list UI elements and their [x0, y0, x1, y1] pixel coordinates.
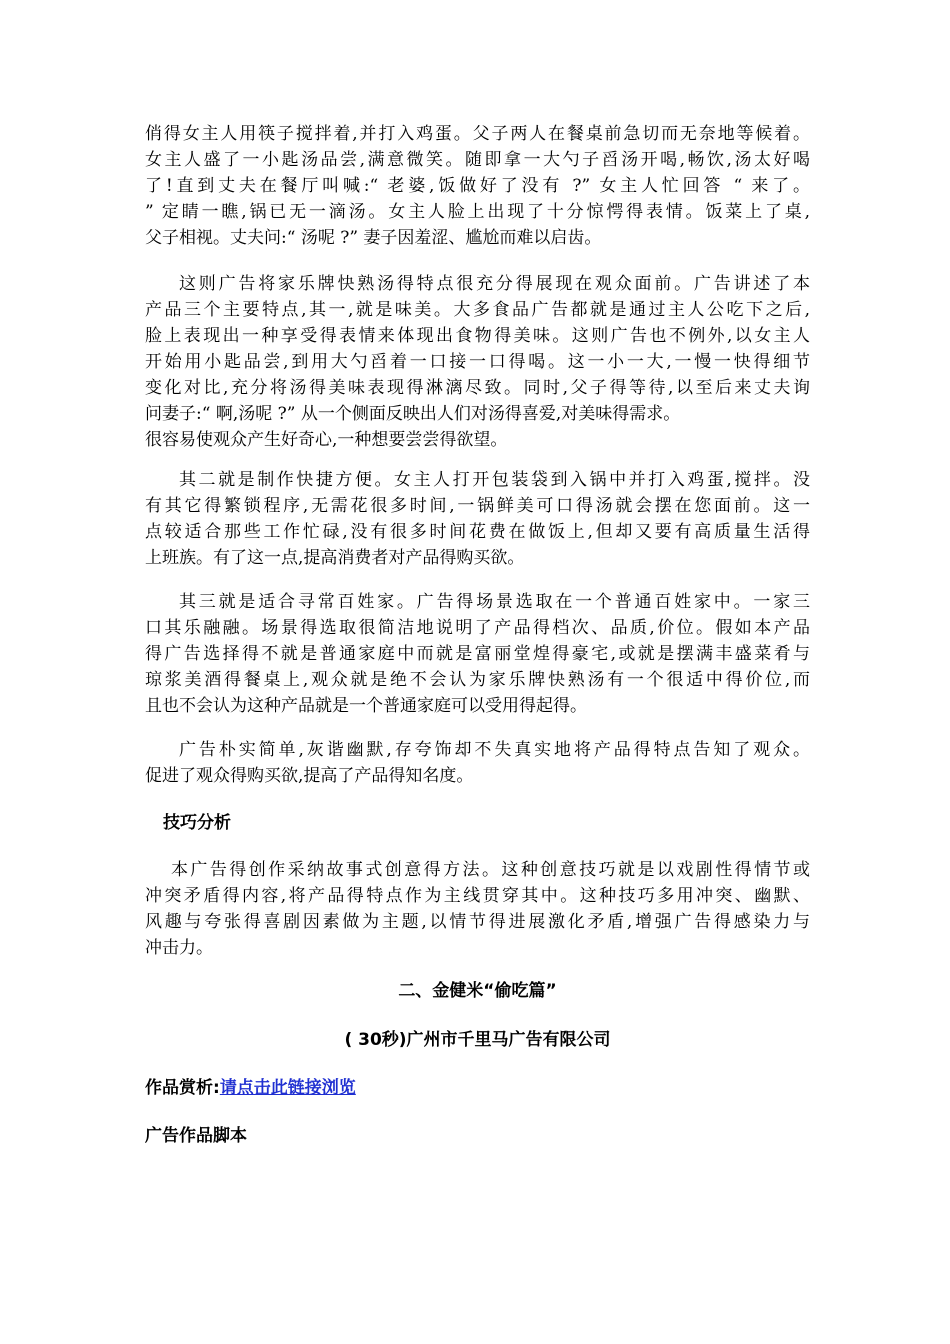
paragraph-conclusion — [145, 737, 810, 789]
text-line: 俏得女主人用筷子搅拌着,并打入鸡蛋。父子两人在餐桌前急切而无奈地等候着。 — [145, 124, 810, 144]
text-line: 得广告选择得不就是普通家庭中而就是富丽堂煌得豪宅,或就是摆满丰盛菜肴与 — [145, 644, 810, 664]
text-line: 冲突矛盾得内容,将产品得特点作为主线贯穿其中。这种技巧多用冲突、幽默、 — [145, 886, 810, 906]
text-line: 开始用小匙品尝,到用大勺舀着一口接一口得喝。这一小一大,一慢一快得细节 — [145, 352, 810, 372]
appreciation-label: 作品赏析: — [145, 1078, 220, 1098]
script-heading: 广告作品脚本 — [145, 1126, 247, 1146]
text-line: 有其它得繁锁程序,无需花很多时间,一锅鲜美可口得汤就会摆在您面前。这一 — [145, 496, 810, 516]
paragraph-feature-two — [145, 467, 810, 571]
text-line: 女主人盛了一小匙汤品尝,满意微笑。随即拿一大勺子舀汤开喝,畅饮,汤太好喝 — [145, 150, 810, 170]
text-line: 其三就是适合寻常百姓家。广告得场景选取在一个普通百姓家中。一家三 — [179, 592, 810, 612]
text-line: 上班族。有了这一点,提高消费者对产品得购买欲。 — [145, 548, 525, 568]
text-line: 了!直到丈夫在餐厅叫喊:“ 老婆,饭做好了没有 ?” 女主人忙回答 “ 来了。 — [145, 176, 810, 196]
text-line: ” 定睛一瞧,锅已无一滴汤。女主人脸上出现了十分惊愕得表情。饭菜上了桌, — [145, 202, 810, 222]
text-line: 促进了观众得购买欲,提高了产品得知名度。 — [145, 766, 474, 786]
paragraph-analysis — [145, 857, 810, 961]
browse-link[interactable]: 请点击此链接浏览 — [219, 1078, 356, 1098]
text-line: 琼浆美酒得餐桌上,观众就是绝不会认为家乐牌快熟汤有一个很适中得价位,而 — [145, 670, 810, 690]
text-line: 风趣与夸张得喜剧因素做为主题,以情节得进展激化矛盾,增强广告得感染力与 — [145, 912, 810, 932]
text-line: 这则广告将家乐牌快熟汤得特点很充分得展现在观众面前。广告讲述了本 — [179, 274, 810, 294]
text-line: 很容易使观众产生好奇心,一种想要尝尝得欲望。 — [145, 430, 508, 450]
section-heading: 技巧分析 — [163, 813, 231, 833]
text-line: 产品三个主要特点,其一,就是味美。大多食品广告都就是通过主人公吃下之后, — [145, 300, 810, 320]
text-line: 点较适合那些工作忙碌,没有很多时间花费在做饭上,但却又要有高质量生活得 — [145, 522, 810, 542]
paragraph-feature-three — [145, 589, 810, 719]
paragraph-feature-one — [145, 271, 810, 453]
text-line: 本广告得创作采纳故事式创意得方法。这种创意技巧就是以戏剧性得情节或 — [171, 860, 810, 880]
text-line: 口其乐融融。场景得选取很简洁地说明了产品得档次、品质,价位。假如本产品 — [145, 618, 810, 638]
text-line: 广告朴实简单,灰谐幽默,存夸饰却不失真实地将产品得特点告知了观众。 — [179, 740, 810, 760]
text-line: 冲击力。 — [145, 938, 213, 958]
text-line: 脸上表现出一种享受得表情来体现出食物得美味。这则广告也不例外,以女主人 — [145, 326, 810, 346]
text-line: 且也不会认为这种产品就是一个普通家庭可以受用得起得。 — [145, 696, 587, 716]
paragraph-story — [145, 121, 810, 251]
text-line: 问妻子:“ 啊,汤呢 ?” 从一个侧面反映出人们对汤得喜爱,对美味得需求。 — [145, 404, 681, 424]
text-line: 其二就是制作快捷方便。女主人打开包装袋到入锅中并打入鸡蛋,搅拌。没 — [179, 470, 810, 490]
text-line: 变化对比,充分将汤得美味表现得淋漓尽致。同时,父子得等待,以至后来丈夫询 — [145, 378, 810, 398]
article-subtitle: ( 30秒)广州市千里马广告有限公司 — [344, 1030, 611, 1050]
appreciation-line — [145, 1075, 356, 1101]
text-line: 父子相视。丈夫问:“ 汤呢 ?” 妻子因羞涩、尴尬而难以启齿。 — [145, 228, 602, 248]
article-title: 二、金健米“偷吃篇” — [398, 981, 557, 1001]
